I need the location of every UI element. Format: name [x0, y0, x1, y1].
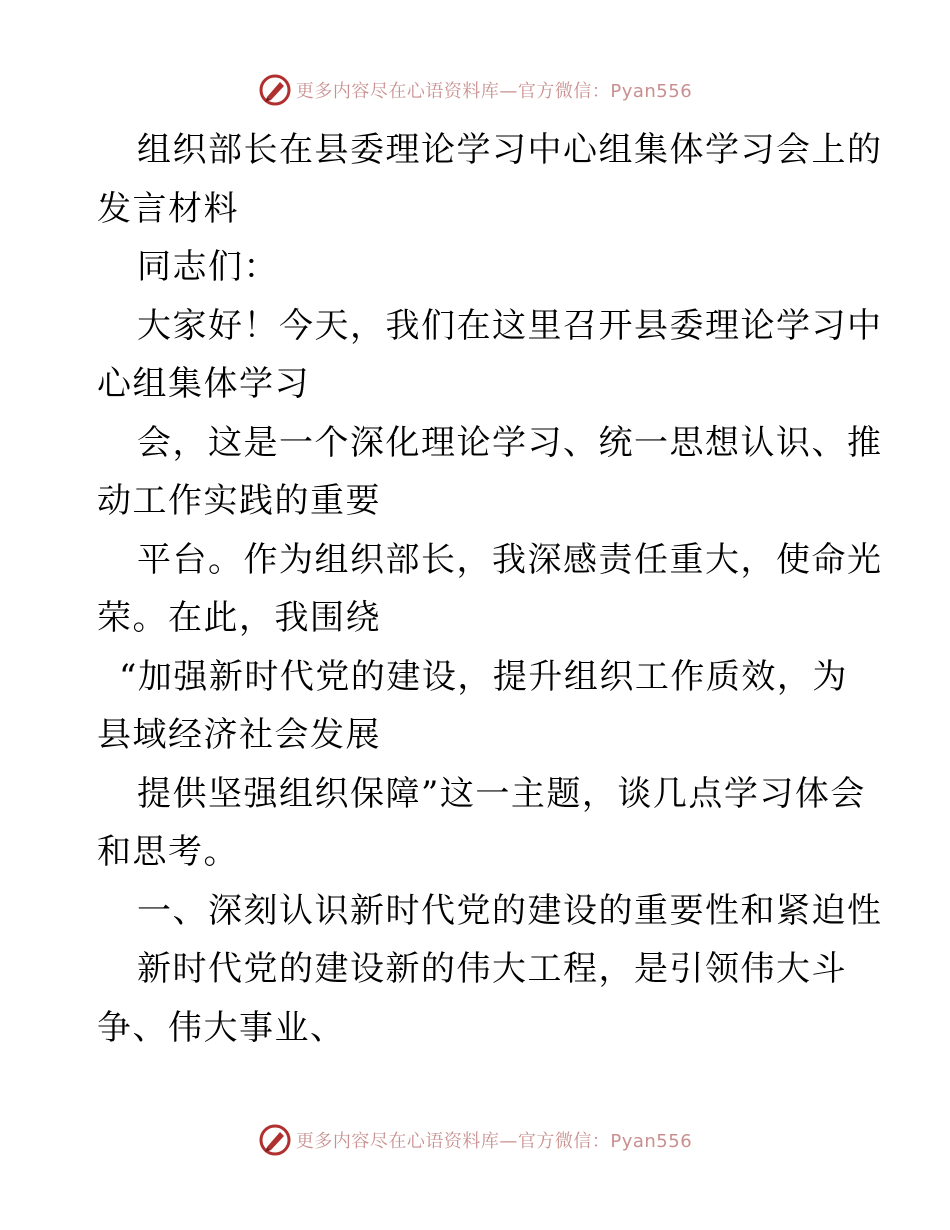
- paragraph-line: 荣。在此，我围绕: [97, 598, 381, 638]
- document-body: [97, 121, 883, 1057]
- paragraph-line: 大家好！今天，我们在这里召开县委理论学习中: [137, 305, 883, 346]
- paragraph-line: “加强新时代党的建设，提升组织工作质效，为: [119, 656, 848, 697]
- header-watermark: [0, 70, 950, 110]
- paragraph-line: 平台。作为组织部长，我深感责任重大，使命光: [137, 539, 883, 580]
- paragraph-line: 心组集体学习: [97, 364, 310, 404]
- section-heading: 一、深刻认识新时代党的建设的重要性和紧迫性: [137, 890, 883, 931]
- paragraph-line: 和思考。: [97, 832, 239, 872]
- paragraph-line: 县域经济社会发展: [97, 715, 381, 755]
- title-line-2: 发言材料: [97, 188, 239, 229]
- paragraph-line: 动工作实践的重要: [97, 481, 381, 521]
- watermark-text: 更多内容尽在心语资料库—官方微信：Pyan556: [295, 81, 693, 102]
- pen-logo-icon: [258, 73, 292, 107]
- paragraph-line: 争、伟大事业、: [97, 1007, 346, 1048]
- footer-watermark: [0, 1120, 950, 1160]
- paragraph-line: 提供坚强组织保障”这一主题，谈几点学习体会: [137, 773, 866, 814]
- salutation: 同志们：: [137, 247, 279, 287]
- pen-logo-icon: [258, 1123, 292, 1157]
- paragraph-line: 会，这是一个深化理论学习、统一思想认识、推: [137, 422, 883, 463]
- title-line-1: 组织部长在县委理论学习中心组集体学习会上的: [137, 130, 883, 170]
- paragraph-line: 新时代党的建设新的伟大工程，是引领伟大斗: [137, 949, 847, 989]
- watermark-text: 更多内容尽在心语资料库—官方微信：Pyan556: [295, 1131, 693, 1152]
